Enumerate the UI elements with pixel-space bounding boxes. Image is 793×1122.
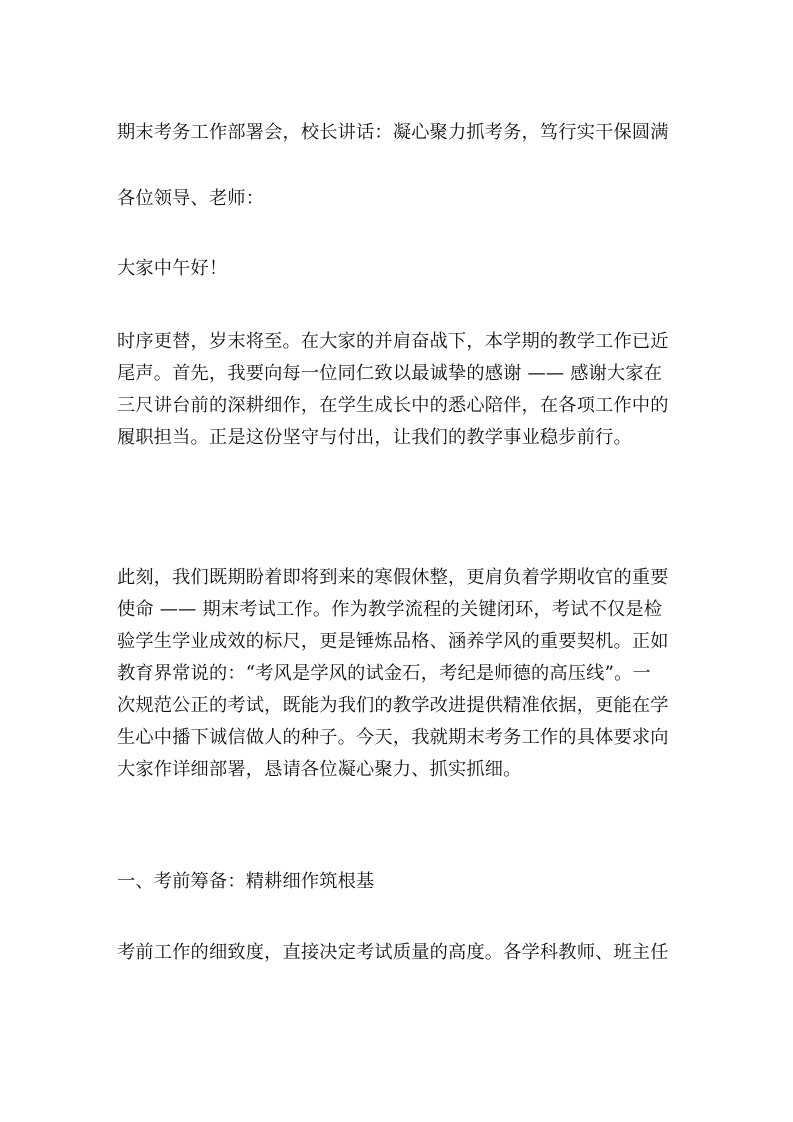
paragraph-line: 三尺讲台前的深耕细作，在学生成长中的悉心陪伴，在各项工作中的 xyxy=(117,395,669,416)
document-title: 期末考务工作部署会，校长讲话：凝心聚力抓考务，笃行实干保圆满 xyxy=(117,122,669,143)
paragraph-line: 次规范公正的考试，既能为我们的教学改进提供精准依据，更能在学 xyxy=(117,695,669,716)
paragraph-line: 考前工作的细致度，直接决定考试质量的高度。各学科教师、班主任 xyxy=(117,942,669,963)
paragraph-line: 使命 —— 期末考试工作。作为教学流程的关键闭环，考试不仅是检 xyxy=(117,599,663,620)
paragraph-line: 生心中播下诚信做人的种子。今天，我就期末考务工作的具体要求向 xyxy=(117,727,669,748)
paragraph-line: 履职担当。正是这份坚守与付出，让我们的教学事业稳步前行。 xyxy=(117,427,632,448)
paragraph-line: 时序更替，岁末将至。在大家的并肩奋战下，本学期的教学工作已近 xyxy=(117,331,669,352)
greeting: 大家中午好！ xyxy=(117,258,228,279)
paragraph-line: 尾声。首先，我要向每一位同仁致以最诚挚的感谢 —— 感谢大家在 xyxy=(117,363,663,384)
salutation: 各位领导、老师： xyxy=(117,188,265,209)
paragraph-line: 大家作详细部署，恳请各位凝心聚力、抓实抓细。 xyxy=(117,759,522,780)
paragraph-line: 此刻，我们既期盼着即将到来的寒假休整，更肩负着学期收官的重要 xyxy=(117,567,669,588)
paragraph-line: 教育界常说的：“考风是学风的试金石，考纪是师德的高压线”。一 xyxy=(117,663,651,684)
paragraph-line: 验学生学业成效的标尺，更是锤炼品格、涵养学风的重要契机。正如 xyxy=(117,631,669,652)
section-heading: 一、考前筹备：精耕细作筑根基 xyxy=(117,871,375,892)
